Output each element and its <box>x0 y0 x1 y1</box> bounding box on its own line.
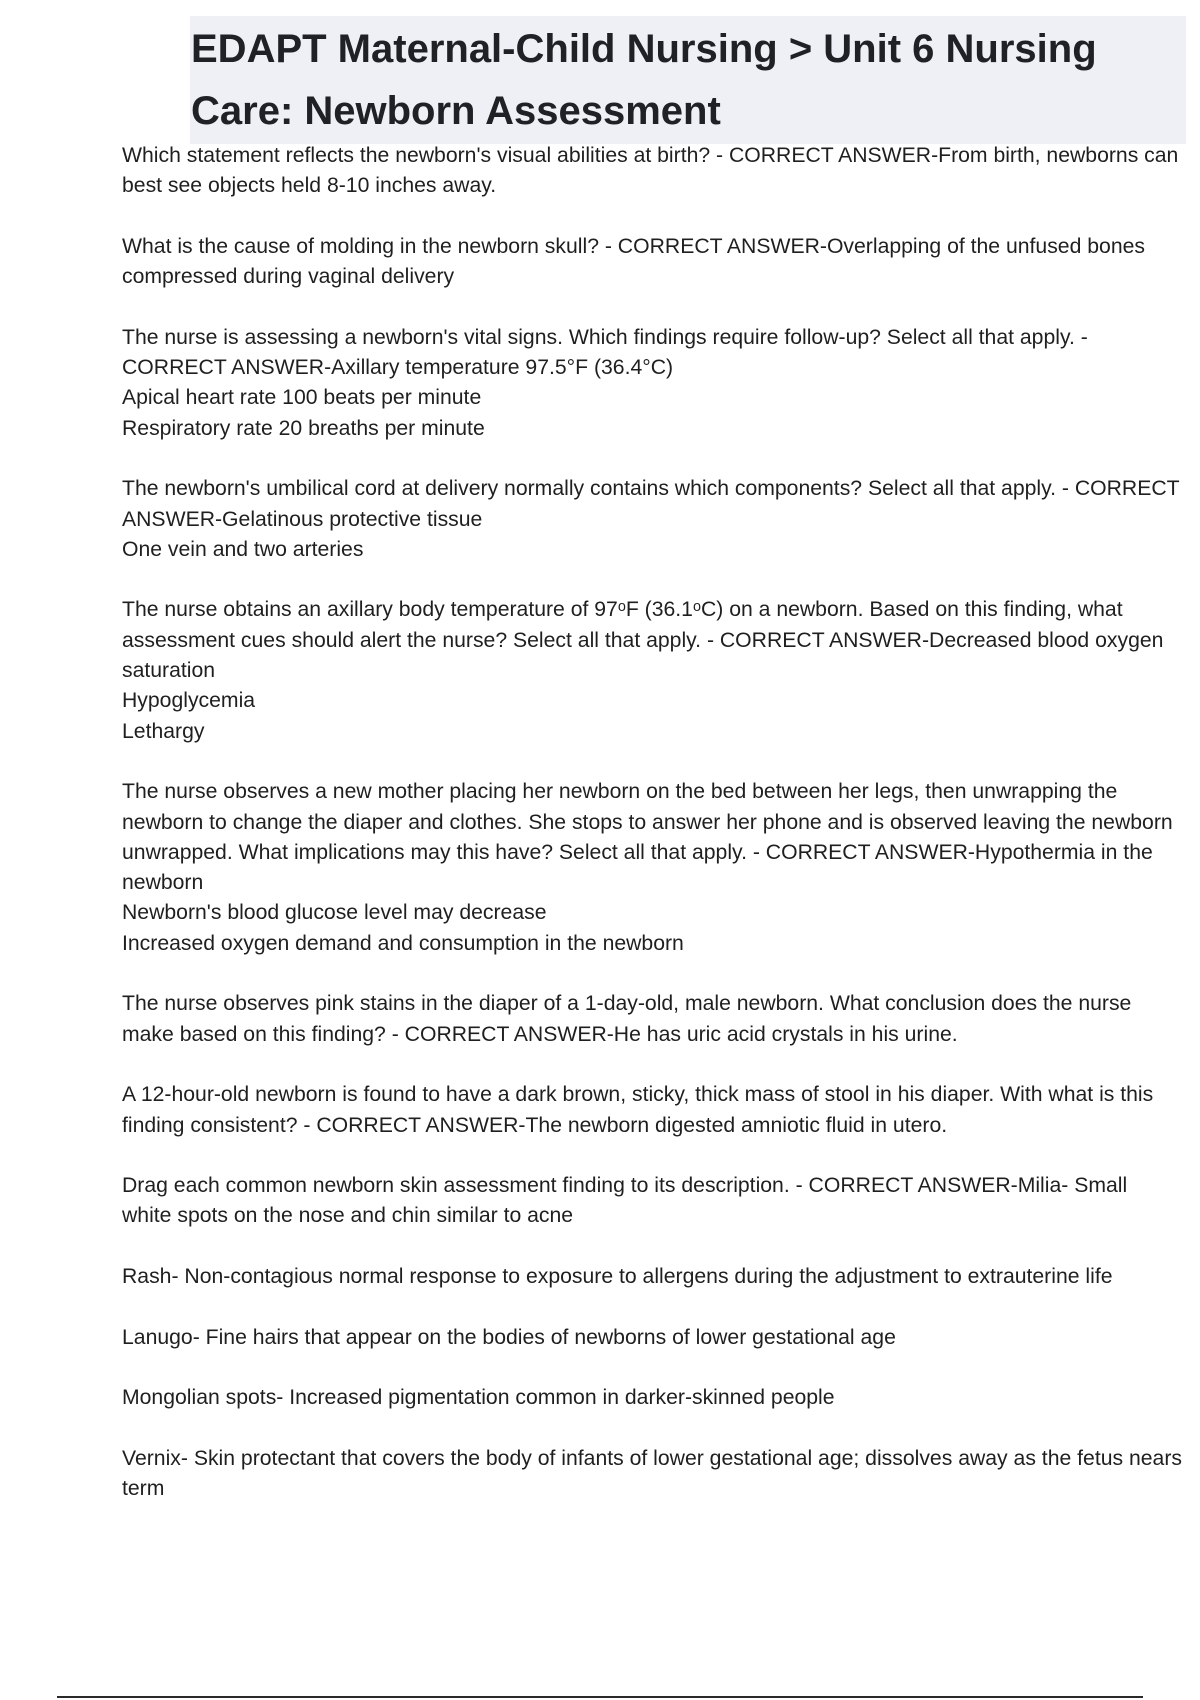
qa-item <box>122 1444 1182 1505</box>
qa-text: The nurse observes a new mother placing her newborn on the bed between her legs, then unwrapping the newborn to change the diaper and clothes. She stops to answer her phone and is observed leaving the newborn unwrapped. What implications may this have? Select all that apply. - CORRECT ANSWER-Hypothermia in the newborn <box>122 780 1173 895</box>
qa-item <box>122 1383 1182 1413</box>
qa-text: The nurse obtains an axillary body temperature of 97ᵒF (36.1ᵒC) on a newborn. Based on this finding, what assessment cues should alert the nurse? Select all that apply. - CORRECT ANSWER-Decreased blood oxygen saturation <box>122 598 1164 683</box>
qa-item <box>122 141 1182 202</box>
qa-item <box>122 777 1182 959</box>
qa-item <box>122 1080 1182 1141</box>
answer-line: Apical heart rate 100 beats per minute <box>122 386 482 410</box>
qa-item <box>122 1262 1182 1292</box>
qa-text: Rash- Non-contagious normal response to exposure to allergens during the adjustment to extrauterine life <box>122 1264 1113 1288</box>
answer-line: Newborn's blood glucose level may decrease <box>122 901 547 925</box>
document-body <box>122 141 1182 1535</box>
answer-line: Hypoglycemia <box>122 689 256 713</box>
answer-line: Respiratory rate 20 breaths per minute <box>122 416 485 440</box>
qa-item <box>122 232 1182 293</box>
answer-line: One vein and two arteries <box>122 537 364 561</box>
answer-line: Increased oxygen demand and consumption in the newborn <box>122 931 684 955</box>
qa-text: Lanugo- Fine hairs that appear on the bodies of newborns of lower gestational age <box>122 1325 896 1349</box>
qa-item <box>122 1171 1182 1232</box>
qa-text: Which statement reflects the newborn's visual abilities at birth? - CORRECT ANSWER-From birth, newborns can best see objects held 8-10 inches away. <box>122 144 1179 198</box>
qa-text: Drag each common newborn skin assessment finding to its description. - CORRECT ANSWER-Milia- Small white spots on the nose and chin similar to acne <box>122 1174 1128 1228</box>
qa-text: What is the cause of molding in the newborn skull? - CORRECT ANSWER-Overlapping of the unfused bones compressed during vaginal delivery <box>122 234 1145 289</box>
qa-text: Vernix- Skin protectant that covers the body of infants of lower gestational age; dissolves away as the fetus nears term <box>122 1446 1182 1501</box>
qa-text: The nurse is assessing a newborn's vital signs. Which findings require follow-up? Select all that apply. - CORRECT ANSWER-Axillary temperature 97.5°F (36.4°C) <box>122 325 1088 380</box>
qa-item <box>122 323 1182 444</box>
qa-item <box>122 474 1182 565</box>
qa-text: Mongolian spots- Increased pigmentation common in darker-skinned people <box>122 1386 835 1410</box>
page-bottom-rule <box>57 1696 1143 1698</box>
qa-item <box>122 1323 1182 1353</box>
answer-line: Lethargy <box>122 719 205 743</box>
qa-item <box>122 989 1182 1050</box>
page-title: EDAPT Maternal-Child Nursing > Unit 6 Nursing Care: Newborn Assessment <box>190 16 1186 144</box>
qa-text: The newborn's umbilical cord at delivery normally contains which components? Select all that apply. - CORRECT ANSWER-Gelatinous protective tissue <box>122 477 1180 531</box>
qa-item <box>122 595 1182 746</box>
qa-text: A 12-hour-old newborn is found to have a dark brown, sticky, thick mass of stool in his diaper. With what is this finding consistent? - CORRECT ANSWER-The newborn digested amniotic fluid in utero. <box>122 1083 1154 1137</box>
qa-text: The nurse observes pink stains in the diaper of a 1-day-old, male newborn. What conclusion does the nurse make based on this finding? - CORRECT ANSWER-He has uric acid crystals in his urine. <box>122 992 1132 1046</box>
